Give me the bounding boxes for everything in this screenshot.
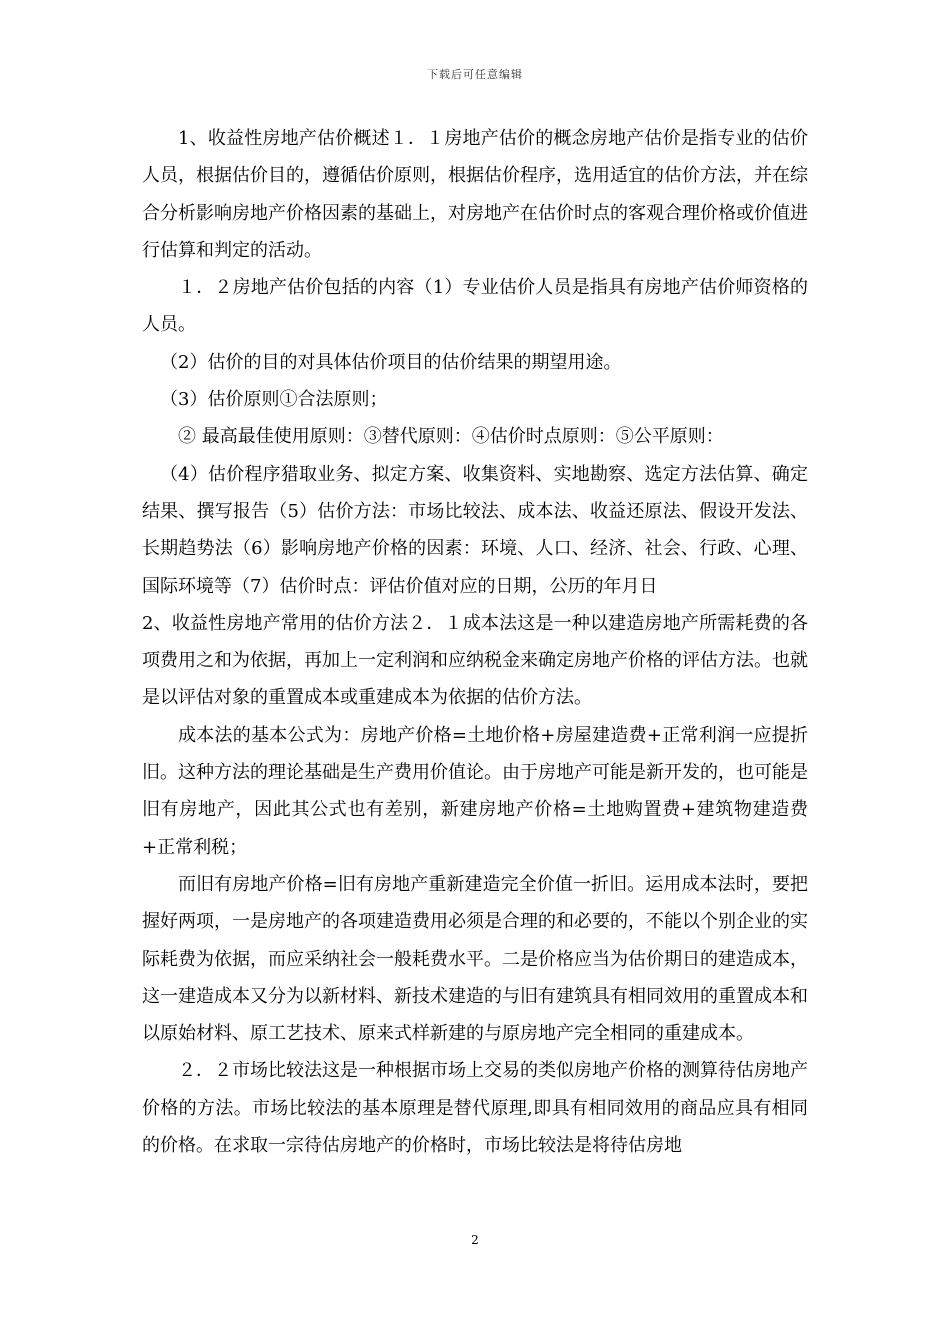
page-number: 2 bbox=[471, 1233, 479, 1247]
paragraph-2: １．２房地产估价包括的内容（1）专业估价人员是指具有房地产估价师资格的人员。 bbox=[142, 277, 808, 336]
paragraph-6: （4）估价程序猎取业务、拟定方案、收集资料、实地勘察、选定方法估算、确定结果、撰写报告（5）估价方法：市场比较法、成本法、收益还原法、假设开发法、长期趋势法（6）影响房地产价格的因素：环境、人口、经济、社会、行政、心理、国际环境等（7）估价时点：评估价值对应的日期，公历的年月日 bbox=[142, 463, 808, 597]
paragraph-5: ② 最高最佳使用原则：③替代原则：④估价时点原则：⑤公平原则： bbox=[178, 426, 724, 448]
paragraph-1: 1、收益性房地产估价概述１．１房地产估价的概念房地产估价是指专业的估价人员，根据估价目的，遵循估价原则，根据估价程序，选用适宜的估价方法，并在综合分析影响房地产价格因素的基础上，对房地产在估价时点的客观合理价格或价值进行估算和判定的活动。 bbox=[142, 128, 808, 261]
page-header: 下载后可任意编辑 bbox=[427, 68, 523, 81]
document-body bbox=[142, 120, 808, 1164]
paragraph-3: （2）估价的目的对具体估价项目的估价结果的期望用途。 bbox=[160, 351, 622, 373]
paragraph-7: 2、收益性房地产常用的估价方法２．１成本法这是一种以建造房地产所需耗费的各项费用之和为依据，再加上一定利润和应纳税金来确定房地产价格的评估方法。也就是以评估对象的重置成本或重建成本为依据的估价方法。 bbox=[142, 612, 808, 709]
paragraph-10: ２．２市场比较法这是一种根据市场上交易的类似房地产价格的测算待估房地产价格的方法。市场比较法的基本原理是替代原理,即具有相同效用的商品应具有相同的价格。在求取一宗待估房地产的价格时，市场比较法是将待估房地 bbox=[142, 1060, 808, 1157]
paragraph-4: （3）估价原则①合法原则； bbox=[160, 389, 388, 411]
paragraph-8: 成本法的基本公式为：房地产价格=土地价格+房屋建造费+正常利润一应提折旧。这种方法的理论基础是生产费用价值论。由于房地产可能是新开发的，也可能是旧有房地产，因此其公式也有差别，新建房地产价格=土地购置费+建筑物建造费+正常利税； bbox=[142, 724, 808, 858]
paragraph-9: 而旧有房地产价格=旧有房地产重新建造完全价值一折旧。运用成本法时，要把握好两项，一是房地产的各项建造费用必须是合理的和必要的，不能以个别企业的实际耗费为依据，而应采纳社会一般耗费水平。二是价格应当为估价期日的建造成本，这一建造成本又分为以新材料、新技术建造的与旧有建筑具有相同效用的重置成本和以原始材料、原工艺技术、原来式样新建的与原房地产完全相同的重建成本。 bbox=[142, 873, 808, 1045]
